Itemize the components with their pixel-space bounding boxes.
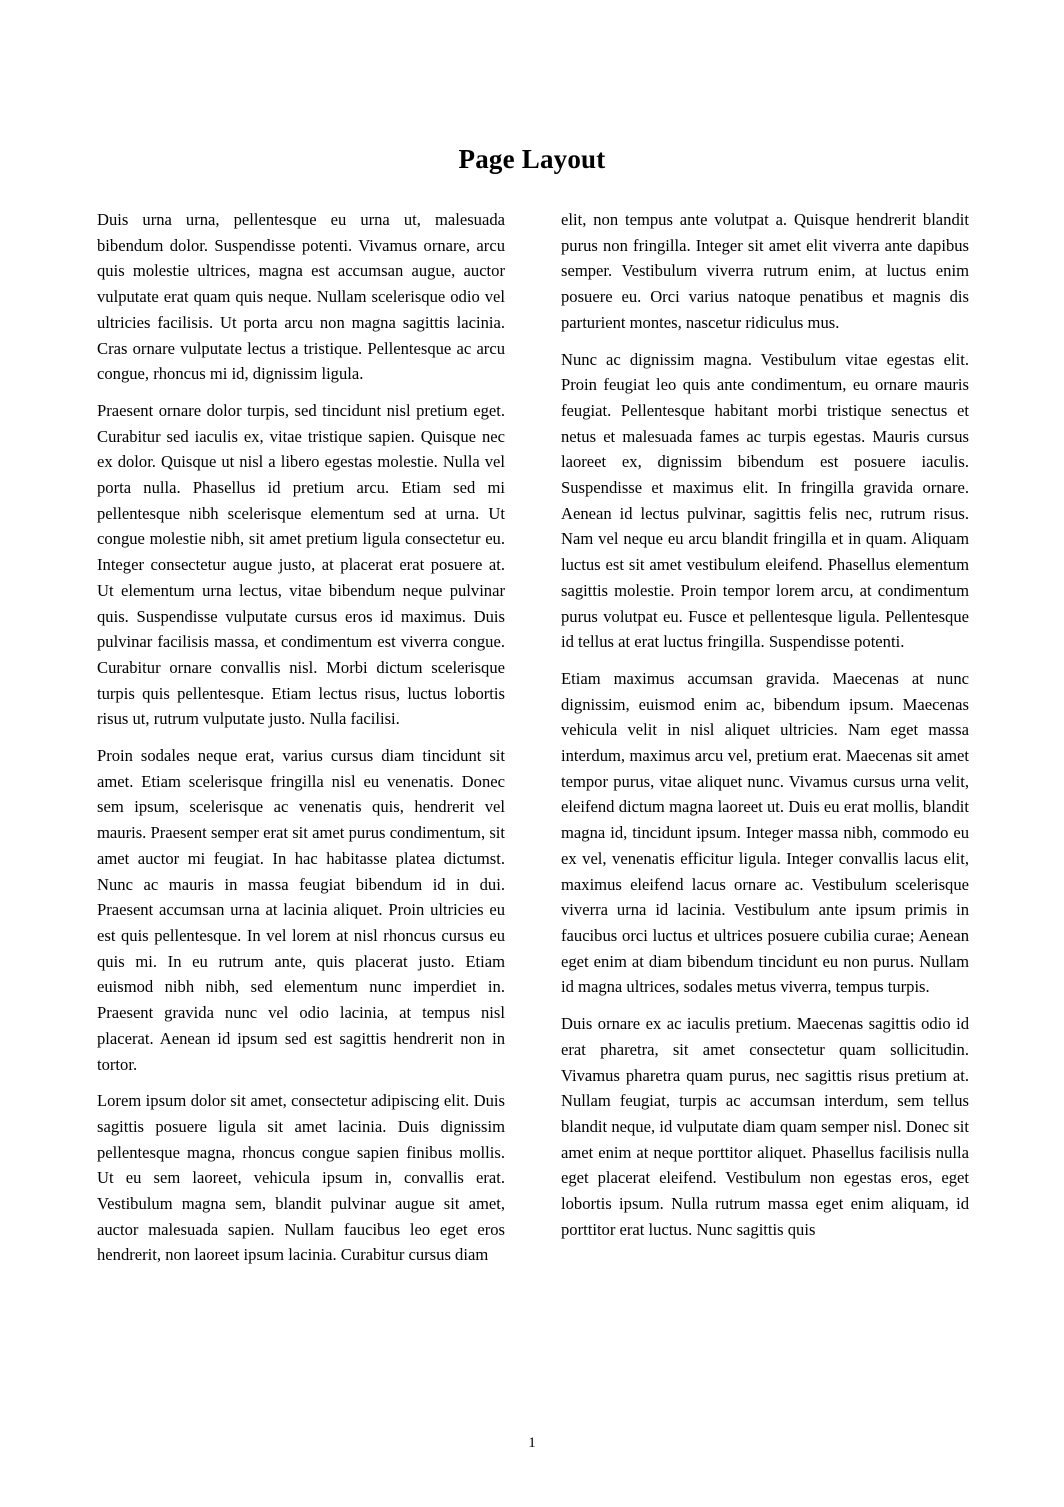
paragraph: elit, non tempus ante volutpat a. Quisque hendrerit blandit purus non fringilla. Integer sit amet elit viverra ante dapibus semper. Vestibulum viverra rutrum enim, at luctus enim posuere eu. Orci varius natoque penatibus et magnis dis parturient montes, nascetur ridiculus mus. bbox=[561, 210, 969, 332]
paragraph: Duis urna urna, pellentesque eu urna ut, malesuada bibendum dolor. Suspendisse potenti. Vivamus ornare, arcu quis molestie ultrices, magna est accumsan augue, auctor vulputate erat quam quis neque. Nullam scelerisque odio vel ultricies facilisis. Ut porta arcu non magna sagittis lacinia. Cras ornare vulputate lectus a tristique. Pellentesque ac arcu congue, rhoncus mi id, dignissim ligula. bbox=[97, 210, 505, 384]
left-column bbox=[97, 207, 505, 1268]
paragraph: Etiam maximus accumsan gravida. Maecenas at nunc dignissim, euismod enim ac, bibendum ipsum. Maecenas vehicula velit in nisl aliquet ultricies. Nam eget massa interdum, maximus arcu vel, pretium erat. Maecenas sit amet tempor purus, vitae aliquet nunc. Vivamus cursus urna velit, eleifend dictum magna laoreet ut. Duis eu erat mollis, blandit magna id, tincidunt ipsum. Integer massa nibh, commodo eu ex vel, venenatis efficitur ligula. Integer convallis lacus elit, maximus eleifend lacus ornare ac. Vestibulum scelerisque viverra urna id lacinia. Vestibulum ante ipsum primis in faucibus orci luctus et ultrices posuere cubilia curae; Aenean eget enim at diam bibendum tincidunt eu non purus. Nullam id magna ultrices, sodales metus viverra, tempus turpis. bbox=[561, 668, 969, 997]
page-number: 1 bbox=[528, 1435, 536, 1451]
paragraph: Praesent ornare dolor turpis, sed tincidunt nisl pretium eget. Curabitur sed iaculis ex, vitae tristique sapien. Quisque nec ex dolor. Quisque ut nisl a libero egestas molestie. Nulla vel porta nulla. Phasellus id pretium arcu. Etiam sed mi pellentesque nibh scelerisque elementum sed at urna. Ut congue molestie nibh, sit amet pretium ligula consectetur eu. Integer consectetur augue justo, at placerat erat posuere at. Ut elementum urna lectus, vitae bibendum neque pulvinar quis. Suspendisse vulputate cursus eros id maximus. Duis pulvinar facilisis massa, et condimentum est viverra congue. Curabitur ornare convallis nisl. Morbi dictum scelerisque turpis quis pellentesque. Etiam lectus risus, luctus lobortis risus ut, rutrum vulputate justo. Nulla facilisi. bbox=[97, 400, 505, 729]
paragraph: Nunc ac dignissim magna. Vestibulum vitae egestas elit. Proin feugiat leo quis ante condimentum, eu ornare mauris feugiat. Pellentesque habitant morbi tristique senectus et netus et malesuada fames ac turpis egestas. Mauris cursus laoreet ex, dignissim bibendum est posuere iaculis. Suspendisse et maximus elit. In fringilla gravida ornare. Aenean id lectus pulvinar, sagittis felis nec, rutrum risus. Nam vel neque eu arcu blandit fringilla et in quam. Aliquam luctus est sit amet vestibulum eleifend. Phasellus elementum sagittis molestie. Proin tempor lorem arcu, at condimentum purus volutpat eu. Fusce et pellentesque ligula. Pellentesque id tellus at erat luctus fringilla. Suspendisse potenti. bbox=[561, 349, 969, 652]
paragraph: Lorem ipsum dolor sit amet, consectetur adipiscing elit. Duis sagittis posuere ligula sit amet lacinia. Duis dignissim pellentesque magna, rhoncus congue sapien finibus mollis. Ut eu sem laoreet, vehicula ipsum in, convallis erat. Vestibulum magna sem, blandit pulvinar augue sit amet, auctor malesuada sapien. Nullam faucibus leo eget eros hendrerit, non laoreet ipsum lacinia. Curabitur cursus diam bbox=[97, 1091, 505, 1265]
page-title: Page Layout bbox=[458, 144, 606, 175]
two-column-body bbox=[97, 207, 969, 1268]
paragraph: Duis ornare ex ac iaculis pretium. Maecenas sagittis odio id erat pharetra, sit amet consectetur quam sollicitudin. Vivamus pharetra quam purus, nec sagittis risus pretium at. Nullam feugiat, turpis ac accumsan interdum, sem tellus blandit neque, id vulputate diam quam semper nisl. Donec sit amet enim at neque porttitor aliquet. Phasellus facilisis nulla eget placerat eleifend. Vestibulum non egestas eros, eget lobortis ipsum. Nulla rutrum massa eget enim aliquam, id porttitor erat luctus. Nunc sagittis quis bbox=[561, 1014, 969, 1239]
right-column bbox=[561, 207, 969, 1268]
paragraph: Proin sodales neque erat, varius cursus diam tincidunt sit amet. Etiam scelerisque fringilla nisl eu venenatis. Donec sem ipsum, scelerisque ac venenatis quis, hendrerit vel mauris. Praesent semper erat sit amet purus condimentum, sit amet auctor mi feugiat. In hac habitasse platea dictumst. Nunc ac mauris in massa feugiat bibendum id in dui. Praesent accumsan urna at lacinia aliquet. Proin ultricies eu est quis pellentesque. In vel lorem at nisl rhoncus cursus eu quis mi. In eu rutrum ante, quis placerat justo. Etiam euismod nibh nibh, sed elementum nunc imperdiet in. Praesent gravida nunc vel odio lacinia, at tempus nisl placerat. Aenean id ipsum sed est sagittis hendrerit non in tortor. bbox=[97, 746, 505, 1074]
